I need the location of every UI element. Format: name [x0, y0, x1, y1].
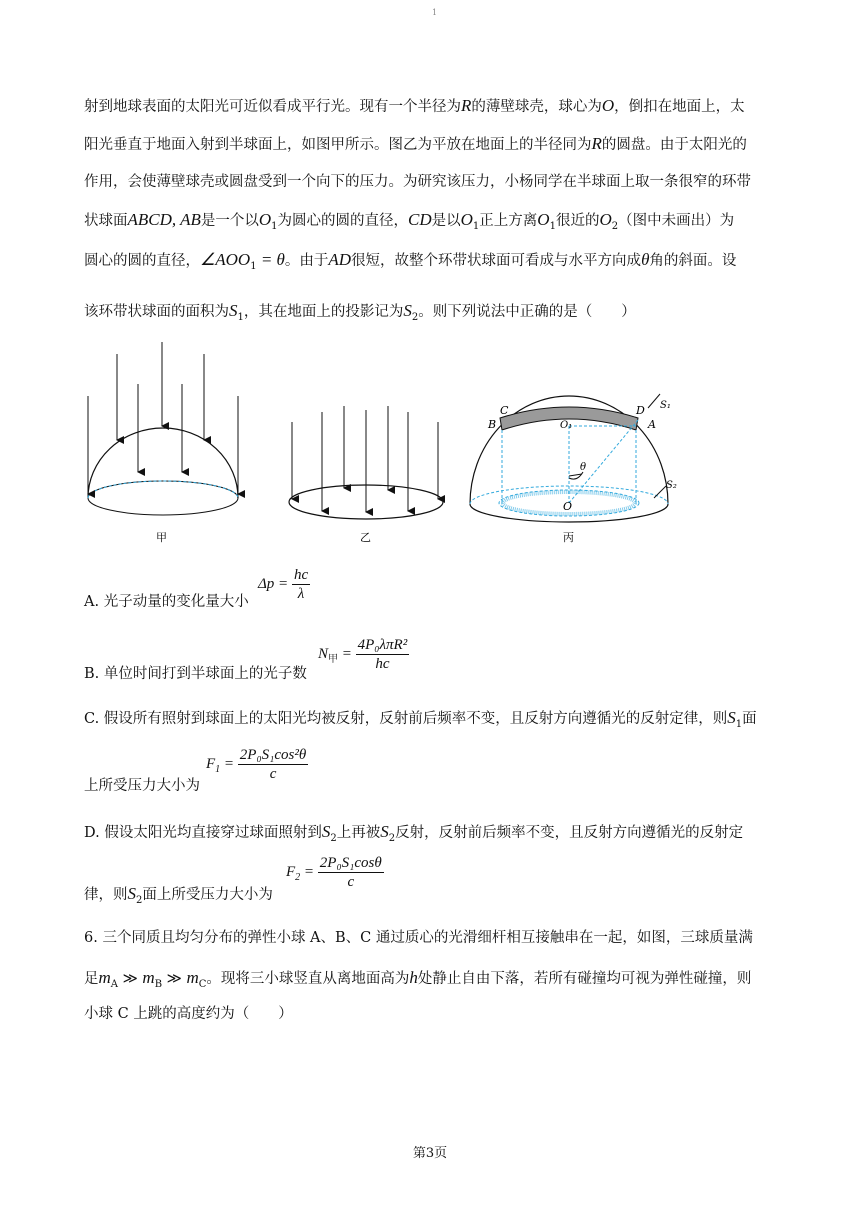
intro-line-3: 作用，会使薄壁球壳或圆盘受到一个向下的压力。为研究该压力，小杨同学在半球面上取一条很窄的环带: [84, 174, 751, 190]
label-A: A: [648, 418, 656, 431]
figure-jia-yi-bing: [82, 336, 682, 552]
intro-line-5: 圆心的圆的直径，$\angle AOO_1 = \theta$。由于AD很短，故整个环带状球面可看成与水平方向成θ角的斜面。设: [84, 250, 737, 272]
option-c-formula: $F_1$ = $\frac{\text{2P₀S₁cos²θ}}{c}$: [206, 747, 307, 782]
header-mark: 1: [432, 8, 438, 17]
option-b-text: B. 单位时间打到半球面上的光子数: [84, 666, 307, 682]
intro-line-6: 该环带状球面的面积为$S_1$，其在地面上的投影记为$S_2$。则下列说法中正确的是（ ）: [84, 301, 636, 323]
label-B: B: [488, 418, 497, 431]
label-theta: θ: [580, 462, 587, 473]
figure-yi: [289, 406, 443, 519]
figure-jia: [88, 342, 238, 515]
intro-line-1: 射到地球表面的太阳光可近似看成平行光。现有一个半径为R的薄壁球壳，球心为O，倒扣在地面上，太: [84, 96, 745, 115]
label-S1: S₁: [660, 400, 671, 411]
caption-yi: 乙: [360, 531, 371, 544]
q6-line-3: 小球 C 上跳的高度约为（ ）: [84, 1006, 293, 1022]
label-D: D: [636, 404, 645, 417]
option-a-formula: Δp = $\frac{hc}{\lambda}$: [258, 567, 309, 602]
option-d-formula: $F_2$ = $\frac{\text{2P₀S₁cosθ}}{c}$: [286, 855, 382, 890]
option-a-text: A. 光子动量的变化量大小: [84, 594, 249, 610]
q6-line-1: 6. 三个同质且均匀分布的弹性小球 A、B、C 通过质心的光滑细杆相互接触串在一起，如图，三球质量满: [84, 930, 753, 946]
label-C: C: [500, 404, 509, 417]
option-c-line-2: 上所受压力大小为: [84, 778, 200, 794]
label-O1: O₁: [560, 420, 573, 431]
intro-line-4: 状球面ABCD, AB是一个以$O_1$为圆心的圆的直径，CD是以$O_1$正上方离$O_1$很近的$O_2$（图中未画出）为: [84, 210, 735, 232]
label-O: O: [563, 500, 573, 513]
page-footer: 第3页: [412, 1146, 448, 1161]
label-S2: S₂: [666, 480, 677, 491]
option-d-line-2: 律，则$S_2$面上所受压力大小为: [84, 884, 273, 906]
option-d-line-1: D. 假设太阳光均直接穿过球面照射到$S_2$上再被$S_2$反射，反射前后频率不变，且反射方向遵循光的反射定: [84, 822, 744, 844]
intro-line-2: 阳光垂直于地面入射到半球面上，如图甲所示。图乙为平放在地面上的半径同为R的圆盘。由于太阳光的: [84, 134, 747, 153]
option-c-line-1: C. 假设所有照射到球面上的太阳光均被反射，反射前后频率不变，且反射方向遵循光的反射定律，则$S_1$面: [84, 708, 757, 730]
option-b-formula: $N_甲$ = $\frac{\text{4P₀λπR²}}{hc}$: [318, 637, 408, 672]
caption-jia: 甲: [156, 531, 167, 544]
q6-line-2: 足$m_A$ ≫ $m_B$ ≫ $m_C$。现将三小球竖直从离地面高为h处静止自由下落，若所有碰撞均可视为弹性碰撞，则: [84, 968, 752, 990]
caption-bing: 丙: [563, 531, 574, 544]
figure-svg: [82, 336, 682, 548]
